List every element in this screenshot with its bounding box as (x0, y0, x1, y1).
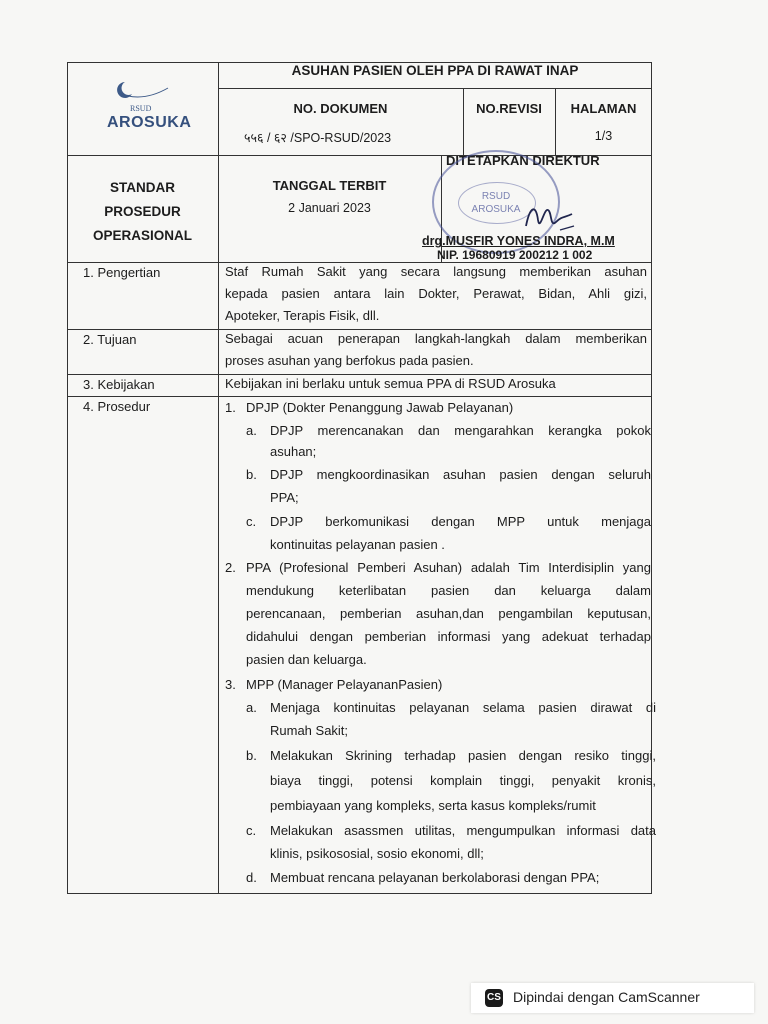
item-3d-line-1: Membuat rencana pelayanan berkolaborasi dengan PPA; (270, 870, 600, 885)
stamp-text: RSUD AROSUKA (471, 191, 521, 215)
item-2-line-2: mendukung keterlibatan pasien dan keluarga dalam (246, 583, 651, 598)
camscanner-icon: CS (485, 989, 503, 1007)
prosedur-item-1-text: DPJP (Dokter Penanggung Jawab Pelayanan) (246, 400, 514, 415)
item-2-line-1: PPA (Profesional Pemberi Asuhan) adalah Tim Interdisiplin yang (246, 560, 651, 575)
prosedur-item-1-number: 1. (225, 400, 236, 415)
item-1c-letter: c. (246, 514, 257, 529)
item-1c-line-2: kontinuitas pelayanan pasien . (270, 537, 445, 552)
spo-line-2: PROSEDUR (104, 204, 181, 219)
kebijakan-text: Kebijakan ini berlaku untuk semua PPA di RSUD Arosuka (225, 376, 556, 391)
prosedur-item-2-number: 2. (225, 560, 236, 575)
pengertian-line-1: Staf Rumah Sakit yang secara langsung memberikan asuhan (225, 264, 647, 279)
item-1b-letter: b. (246, 467, 257, 482)
item-3a-line-2: Rumah Sakit; (270, 723, 349, 738)
camscanner-watermark (471, 983, 754, 1013)
logo-rsud-text: RSUD (130, 104, 152, 113)
halaman-label: HALAMAN (570, 101, 637, 116)
section-kebijakan-label: 3. Kebijakan (83, 377, 155, 392)
item-1a-letter: a. (246, 423, 257, 438)
item-3d-letter: d. (246, 870, 257, 885)
item-2-line-5: pasien dan keluarga. (246, 652, 367, 667)
no-revisi-label: NO.REVISI (476, 101, 542, 116)
no-dokumen-label: NO. DOKUMEN (293, 101, 388, 116)
prosedur-item-3-number: 3. (225, 677, 236, 692)
ditetapkan-direktur: DITETAPKAN DIREKTUR (446, 153, 600, 168)
camscanner-text: Dipindai dengan CamScanner (513, 989, 700, 1005)
pengertian-line-2: kepada pasien antara lain Dokter, Perawat, Bidan, Ahli gizi, (225, 286, 647, 301)
no-dokumen-value: ५५६ / ६२ /SPO-RSUD/2023 (244, 131, 392, 145)
item-1b-line-1: DPJP mengkoordinasikan asuhan pasien dengan seluruh (270, 467, 651, 482)
section-prosedur-label: 4. Prosedur (83, 399, 151, 414)
spo-line-1: STANDAR (110, 180, 175, 195)
item-1a-line-2: asuhan; (270, 444, 317, 459)
director-name: drg.MUSFIR YONES INDRA, M.M (422, 234, 615, 248)
item-2-line-4: didahului dengan pemberian informasi yang adekuat terhadap (246, 629, 651, 644)
document-title: ASUHAN PASIEN OLEH PPA DI RAWAT INAP (291, 63, 579, 78)
pengertian-line-3: Apoteker, Terapis Fisik, dll. (225, 308, 380, 323)
section-pengertian-label: 1. Pengertian (83, 265, 161, 280)
logo-arosuka-text: AROSUKA (107, 114, 192, 131)
tanggal-terbit-value: 2 Januari 2023 (288, 201, 371, 215)
tanggal-terbit-label: TANGGAL TERBIT (272, 178, 387, 193)
section-tujuan-label: 2. Tujuan (83, 332, 137, 347)
item-1b-line-2: PPA; (270, 490, 299, 505)
item-3a-line-1: Menjaga kontinuitas pelayanan selama pasien dirawat di (270, 700, 656, 715)
item-3c-line-1: Melakukan asassmen utilitas, mengumpulkan informasi data (270, 823, 656, 838)
director-nip: NIP. 19680919 200212 1 002 (437, 248, 593, 262)
item-3b-line-1: Melakukan Skrining terhadap pasien dengan resiko tinggi, (270, 748, 656, 763)
item-3c-letter: c. (246, 823, 257, 838)
tujuan-line-1: Sebagai acuan penerapan langkah-langkah dalam memberikan (225, 331, 647, 346)
tujuan-line-2: proses asuhan yang berfokus pada pasien. (225, 353, 474, 368)
signature-icon (520, 196, 580, 236)
item-1c-line-1: DPJP berkomunikasi dengan MPP untuk menjaga (270, 514, 651, 529)
item-3c-line-2: klinis, psikososial, sosio ekonomi, dll; (270, 846, 484, 861)
item-3a-letter: a. (246, 700, 257, 715)
item-1a-line-1: DPJP merencanakan dan mengarahkan kerangka pokok (270, 423, 651, 438)
halaman-value: 1/3 (594, 129, 613, 143)
prosedur-item-3-text: MPP (Manager PelayananPasien) (246, 677, 443, 692)
crescent-logo-icon (112, 76, 172, 106)
item-3b-letter: b. (246, 748, 257, 763)
item-3b-line-3: pembiayaan yang kompleks, serta kasus kompleks/rumit (270, 798, 596, 813)
item-3b-line-2: biaya tinggi, potensi komplain tinggi, penyakit kronis, (270, 773, 656, 788)
spo-line-3: OPERASIONAL (92, 228, 192, 243)
item-2-line-3: perencanaan, pemberian asuhan,dan pengambilan keputusan, (246, 606, 651, 621)
